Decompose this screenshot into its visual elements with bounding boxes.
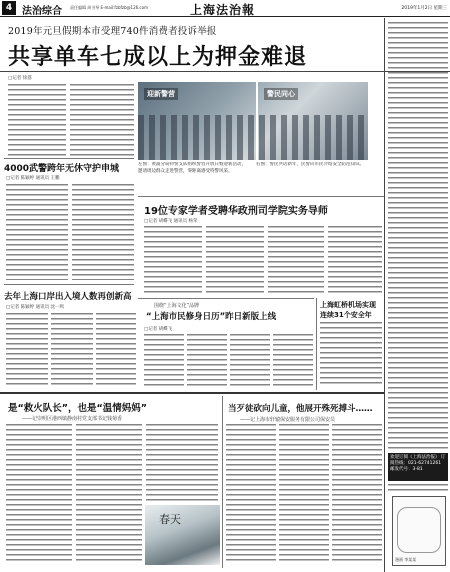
- experts-byline: □记者 胡蝶飞 通讯员 杨荣: [144, 219, 198, 224]
- experts-body-col2: [206, 226, 264, 296]
- photo-tag-right: 警民同心: [264, 88, 298, 100]
- lead-divider: [0, 71, 450, 72]
- armed-police-headline[interactable]: 4000武警跨年无休守护申城: [4, 164, 120, 174]
- photo-calligraphy: 春天: [159, 513, 181, 526]
- page-header: [0, 0, 450, 17]
- exit-entry-byline: □记者 陈颖婷 通讯员 沈一鸣: [6, 305, 65, 310]
- photo-caption-right: 右图：警民共话新年，民警向市民介绍安全防范知识。: [256, 162, 364, 167]
- culture-body-col4: [273, 334, 313, 386]
- feature-right-body-col1: [226, 424, 276, 564]
- feature-left-headline[interactable]: 是“救火队长”，也是“温情妈妈”: [8, 403, 147, 414]
- masthead-logo: 上海法治報: [190, 3, 256, 17]
- divider: [4, 158, 134, 159]
- sidebar-body: [388, 22, 448, 450]
- photo-divider: [256, 82, 258, 160]
- culture-body-col2: [187, 334, 227, 386]
- experts-body-col1: [144, 226, 202, 296]
- lead-body-col1: [8, 84, 66, 156]
- culture-kicker: 围绕“上海文化”品牌: [154, 303, 200, 309]
- feature-right-body-col2: [279, 424, 329, 564]
- culture-byline: □记者 胡蝶飞: [144, 327, 173, 332]
- divider: [316, 298, 317, 390]
- issue-date: 2019年1月2日 星期三: [401, 6, 447, 11]
- feature-left-body-col2: [76, 424, 142, 564]
- feature-left-body-col1: [6, 424, 72, 564]
- feature-left-subhead: ——记崇明区港西镇静南村党支部书记钱菊香: [22, 416, 123, 422]
- hongqiao-headline-line2[interactable]: 连续31个安全年: [320, 311, 372, 319]
- subscription-ad[interactable]: 欢迎订阅《上海法治报》 订阅热线：021-62741261 邮发代号：3-81: [388, 453, 448, 481]
- experts-body-col4: [328, 226, 382, 296]
- lead-byline: □记者 徐荔: [8, 76, 32, 81]
- divider: [138, 196, 384, 197]
- feature-left-photo[interactable]: [145, 505, 220, 565]
- divider: [222, 396, 223, 568]
- photo-caption-left: 左图：黄浦分局特警支队组织警营开放日暨迎新活动，邀请周边群众走进警营，零距离感受特警风采。: [138, 162, 246, 174]
- exit-entry-headline[interactable]: 去年上海口岸出入境人数再创新高: [4, 292, 132, 302]
- armed-police-body-col1: [6, 184, 68, 280]
- cartoon-sketch: [397, 507, 441, 553]
- culture-headline[interactable]: “上海市民修身日历”昨日新版上线: [146, 312, 277, 322]
- lead-kicker: 2019年元旦假期本市受理740件消费者投诉举报: [8, 26, 217, 37]
- experts-body-col3: [268, 226, 324, 296]
- sidebar-divider: [384, 18, 385, 572]
- hongqiao-body: [320, 322, 382, 386]
- exit-entry-body-col2: [51, 313, 93, 385]
- lead-headline[interactable]: 共享单车七成以上为押金难退: [8, 45, 308, 70]
- section-name: 法治综合: [22, 6, 62, 17]
- feature-right-subhead: ——记上海市轩辕保安服务有限公司保安员: [240, 417, 336, 423]
- photo-tag-left: 迎新警营: [144, 88, 178, 100]
- armed-police-body-col2: [72, 184, 134, 280]
- feature-left-body-col3: [146, 424, 218, 502]
- lead-body-col2: [70, 84, 134, 156]
- photo-figures: [138, 115, 368, 160]
- divider: [4, 284, 134, 285]
- cartoon-caption: 漫画 李某某: [395, 557, 417, 562]
- bottom-divider: [0, 392, 384, 394]
- sidebar-body-lower: [388, 484, 448, 494]
- armed-police-byline: □记者 陈颖婷 通讯员 王鹏: [6, 176, 60, 181]
- feature-right-body-col3: [332, 424, 382, 564]
- editor-info: 责任编辑 周书琴 E-mail:fzbfzb@126.com: [70, 5, 148, 10]
- feature-right-headline[interactable]: 当歹徒砍向儿童，他展开殊死搏斗……: [228, 404, 373, 414]
- exit-entry-body-col1: [6, 313, 48, 385]
- hongqiao-headline[interactable]: 上海虹桥机场实现: [320, 301, 376, 309]
- culture-body-col1: [144, 334, 184, 386]
- culture-body-col3: [230, 334, 270, 386]
- experts-headline[interactable]: 19位专家学者受聘华政刑司学院实务导师: [144, 206, 328, 217]
- lead-photo[interactable]: [138, 82, 368, 160]
- divider: [138, 298, 314, 299]
- cartoon-box[interactable]: [392, 496, 446, 566]
- page-number: 4: [2, 1, 16, 15]
- exit-entry-body-col3: [96, 313, 136, 385]
